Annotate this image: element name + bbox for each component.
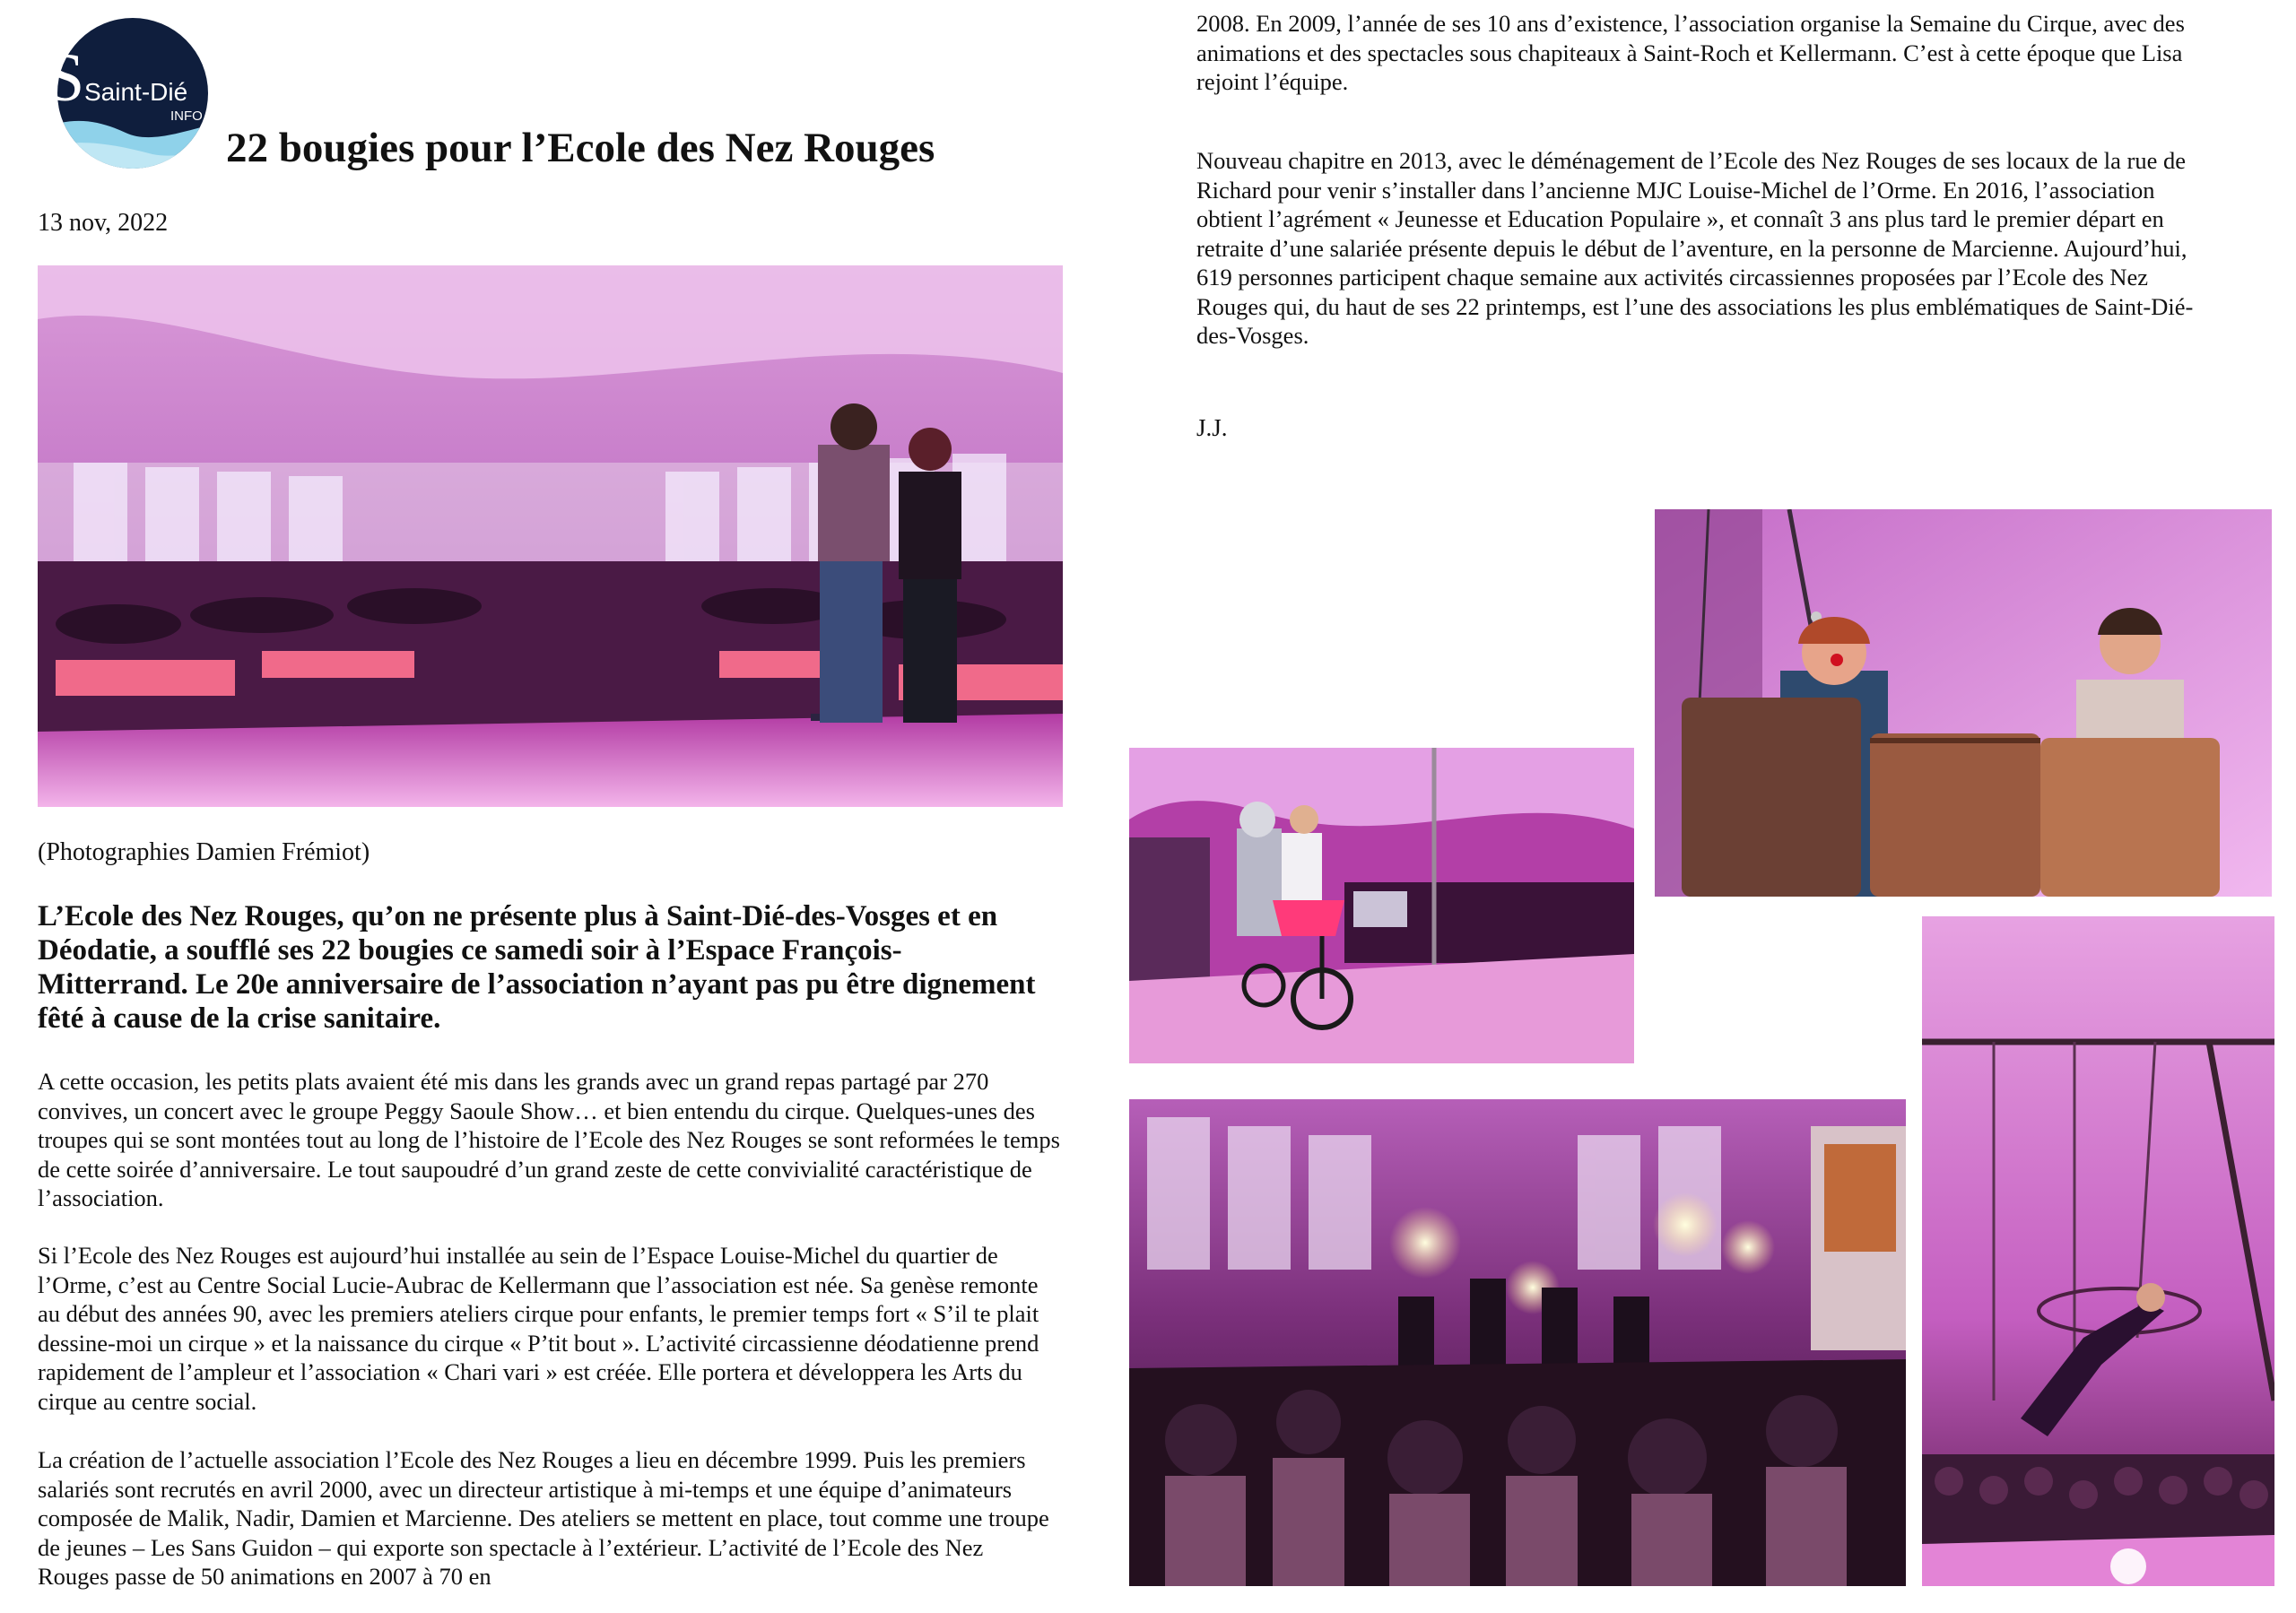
article-paragraph: 2008. En 2009, l’année de ses 10 ans d’existence, l’association organise la Semaine du Cirque, avec des animations et des spectacles sous chapiteaux à Saint-Roch et Kellermann. C’est à cette époque que Lisa rejoint l’équipe.: [1196, 10, 2185, 95]
photo-unicycle: [1129, 748, 1634, 1063]
article-signature: J.J.: [1196, 414, 1228, 441]
article-date: 13 nov, 2022: [38, 209, 169, 237]
site-logo[interactable]: [36, 14, 230, 169]
article-paragraph: Nouveau chapitre en 2013, avec le déménagement de l’Ecole des Nez Rouges de ses locaux de la rue de Richard pour venir s’installer dans l’ancienne MJC Louise-Michel de l’Orme. En 2016, l’association obtient l’agrément « Jeunesse et Education Populaire », et connaît 3 ans plus tard le premier départ en retraite d’une salariée présente depuis le début de l’aventure, en la personne de Marcienne. Aujourd’hui, 619 personnes participent chaque semaine aux activités circassiennes proposées par l’Ecole des Nez Rouges qui, du haut de ses 22 printemps, est l’une des associations les plus emblématiques de Saint-Dié-des-Vosges.: [1196, 147, 2194, 349]
article-paragraph: Si l’Ecole des Nez Rouges est aujourd’hui installée au sein de l’Espace Louise-Michel du quartier de l’Orme, c’est au Centre Social Lucie-Aubrac de Kellermann que l’association est née. Sa genèse remonte au début des années 90, avec les premiers ateliers cirque pour enfants, le premier temps fort « S’il te plait dessine-moi un cirque » et la naissance du cirque « P’tit bout ». L’activité circassienne déodatienne prend rapidement de l’ampleur et l’association « Chari vari » est créée. Elle portera et développera les Arts du cirque au centre social.: [38, 1242, 1039, 1415]
photo-concert: [1129, 1099, 1906, 1586]
photo-clowns-suitcases: [1655, 509, 2272, 897]
photo-aerial-hoop: [1922, 916, 2274, 1586]
article-title: 22 bougies pour l’Ecole des Nez Rouges: [226, 125, 935, 171]
article-paragraph: La création de l’actuelle association l’Ecole des Nez Rouges a lieu en décembre 1999. Puis les premiers salariés sont recrutés en avril 2000, avec un directeur artistique à mi-temps et une équipe d’animateurs composée de Malik, Nadir, Damien et Marcienne. Des ateliers se mettent en place, tout comme une troupe de jeunes – Les Sans Guidon – qui exporte son spectacle à l’extérieur. L’activité de l’Ecole des Nez Rouges passe de 50 animations en 2007 à 70 en: [38, 1446, 1049, 1590]
logo-s-letter: S: [47, 40, 85, 116]
logo-name: Saint-Dié: [84, 78, 188, 106]
article-lede: L’Ecole des Nez Rouges, qu’on ne présente plus à Saint-Dié-des-Vosges et en Déodatie, a soufflé ses 22 bougies ce samedi soir à l’Espace François-Mitterrand. Le 20e anniversaire de l’association n’ayant pas pu être dignement fêté à cause de la crise sanitaire.: [38, 900, 1036, 1035]
photo-caption: (Photographies Damien Frémiot): [38, 838, 370, 866]
logo-subtitle: INFO: [170, 108, 203, 124]
logo-graphic: [36, 14, 230, 169]
photo-banquet-hall: [38, 265, 1063, 807]
article-paragraph: A cette occasion, les petits plats avaient été mis dans les grands avec un grand repas partagé par 270 convives, un concert avec le groupe Peggy Saoule Show… et bien entendu du cirque. Quelques-unes des troupes qui se sont montées tout au long de l’histoire de l’Ecole des Nez Rouges se sont reformées le temps de cette soirée d’anniversaire. Le tout saupoudré d’un grand zeste de cette convivialité caractéristique de l’association.: [38, 1068, 1060, 1211]
